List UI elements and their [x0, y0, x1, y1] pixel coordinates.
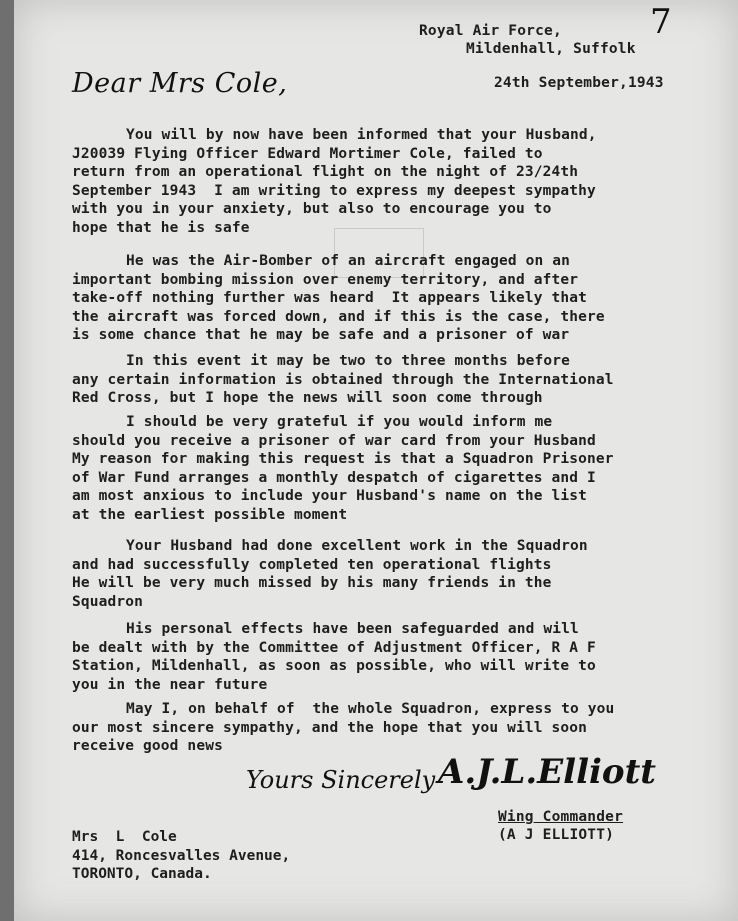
recipient-city: TORONTO, Canada. [72, 866, 212, 883]
letterhead-line-1: Royal Air Force, [419, 23, 562, 39]
paragraph-line: Your Husband had done excellent work in the Squadron [126, 538, 588, 554]
paragraph-line: He was the Air-Bomber of an aircraft engaged on an [126, 253, 570, 269]
recipient-name: Mrs L Cole [72, 829, 177, 845]
paragraph-line: be dealt with by the Committee of Adjustment Officer, R A F [72, 639, 596, 656]
paragraph-2 [72, 252, 732, 345]
paragraph-line: and had successfully completed ten operational flights [72, 556, 552, 573]
paragraph-line: return from an operational flight on the night of 23/24th [72, 164, 579, 181]
page-number-mark: 7 [650, 2, 672, 42]
signatory-name: (A J ELLIOTT) [498, 827, 615, 843]
paragraph-7 [72, 700, 732, 756]
paragraph-line: Squadron [72, 593, 144, 610]
paragraph-line: Red Cross, but I hope the news will soon come through [72, 390, 543, 407]
paragraph-5 [72, 537, 732, 611]
recipient-address [72, 828, 290, 884]
paragraph-line: I should be very grateful if you would inform me [126, 414, 553, 430]
paragraph-line: receive good news [72, 738, 223, 755]
paragraph-line: at the earliest possible moment [72, 506, 348, 523]
salutation: Dear Mrs Cole, [72, 68, 288, 99]
paragraph-line: is some chance that he may be safe and a prisoner of war [72, 327, 570, 344]
paragraph-line: with you in your anxiety, but also to encourage you to [72, 201, 552, 218]
letter-page [14, 0, 738, 921]
recipient-street: 414, Roncesvalles Avenue, [72, 847, 291, 864]
paragraph-line: hope that he is safe [72, 219, 250, 236]
paragraph-line: important bombing mission over enemy territory, and after [72, 271, 579, 288]
paragraph-line: of War Fund arranges a monthly despatch of cigarettes and I [72, 469, 596, 486]
paragraph-line: Station, Mildenhall, as soon as possible, who will write to [72, 658, 596, 675]
valediction: Yours Sincerely [246, 766, 436, 794]
paragraph-line: am most anxious to include your Husband's name on the list [72, 488, 588, 505]
paragraph-line: His personal effects have been safeguarded and will [126, 621, 579, 637]
paragraph-line: you in the near future [72, 676, 268, 693]
paragraph-line: You will by now have been informed that your Husband, [126, 127, 597, 143]
paragraph-line: the aircraft was forced down, and if this is the case, there [72, 308, 605, 325]
signatory-title: Wing Commander [498, 809, 624, 825]
paragraph-line: any certain information is obtained through the International [72, 371, 614, 388]
paragraph-line: In this event it may be two to three months before [126, 353, 570, 369]
paragraph-line: He will be very much missed by his many friends in the [72, 575, 552, 592]
paragraph-line: our most sincere sympathy, and the hope that you will soon [72, 719, 588, 736]
paragraph-1 [72, 126, 732, 238]
paragraph-line: J20039 Flying Officer Edward Mortimer Cole, failed to [72, 145, 543, 162]
paragraph-4 [72, 413, 732, 525]
paragraph-3 [72, 352, 732, 408]
paragraph-line: take-off nothing further was heard It appears likely that [72, 290, 588, 307]
paragraph-6 [72, 620, 732, 694]
signature: A.J.L.Elliott [438, 752, 656, 792]
paragraph-line: September 1943 I am writing to express my deepest sympathy [72, 182, 596, 199]
paragraph-line: should you receive a prisoner of war card from your Husband [72, 432, 596, 449]
paragraph-line: May I, on behalf of the whole Squadron, express to you [126, 701, 615, 717]
letterhead-line-2: Mildenhall, Suffolk [466, 41, 636, 57]
paragraph-line: My reason for making this request is that a Squadron Prisoner [72, 451, 614, 468]
letter-date: 24th September,1943 [494, 75, 664, 91]
